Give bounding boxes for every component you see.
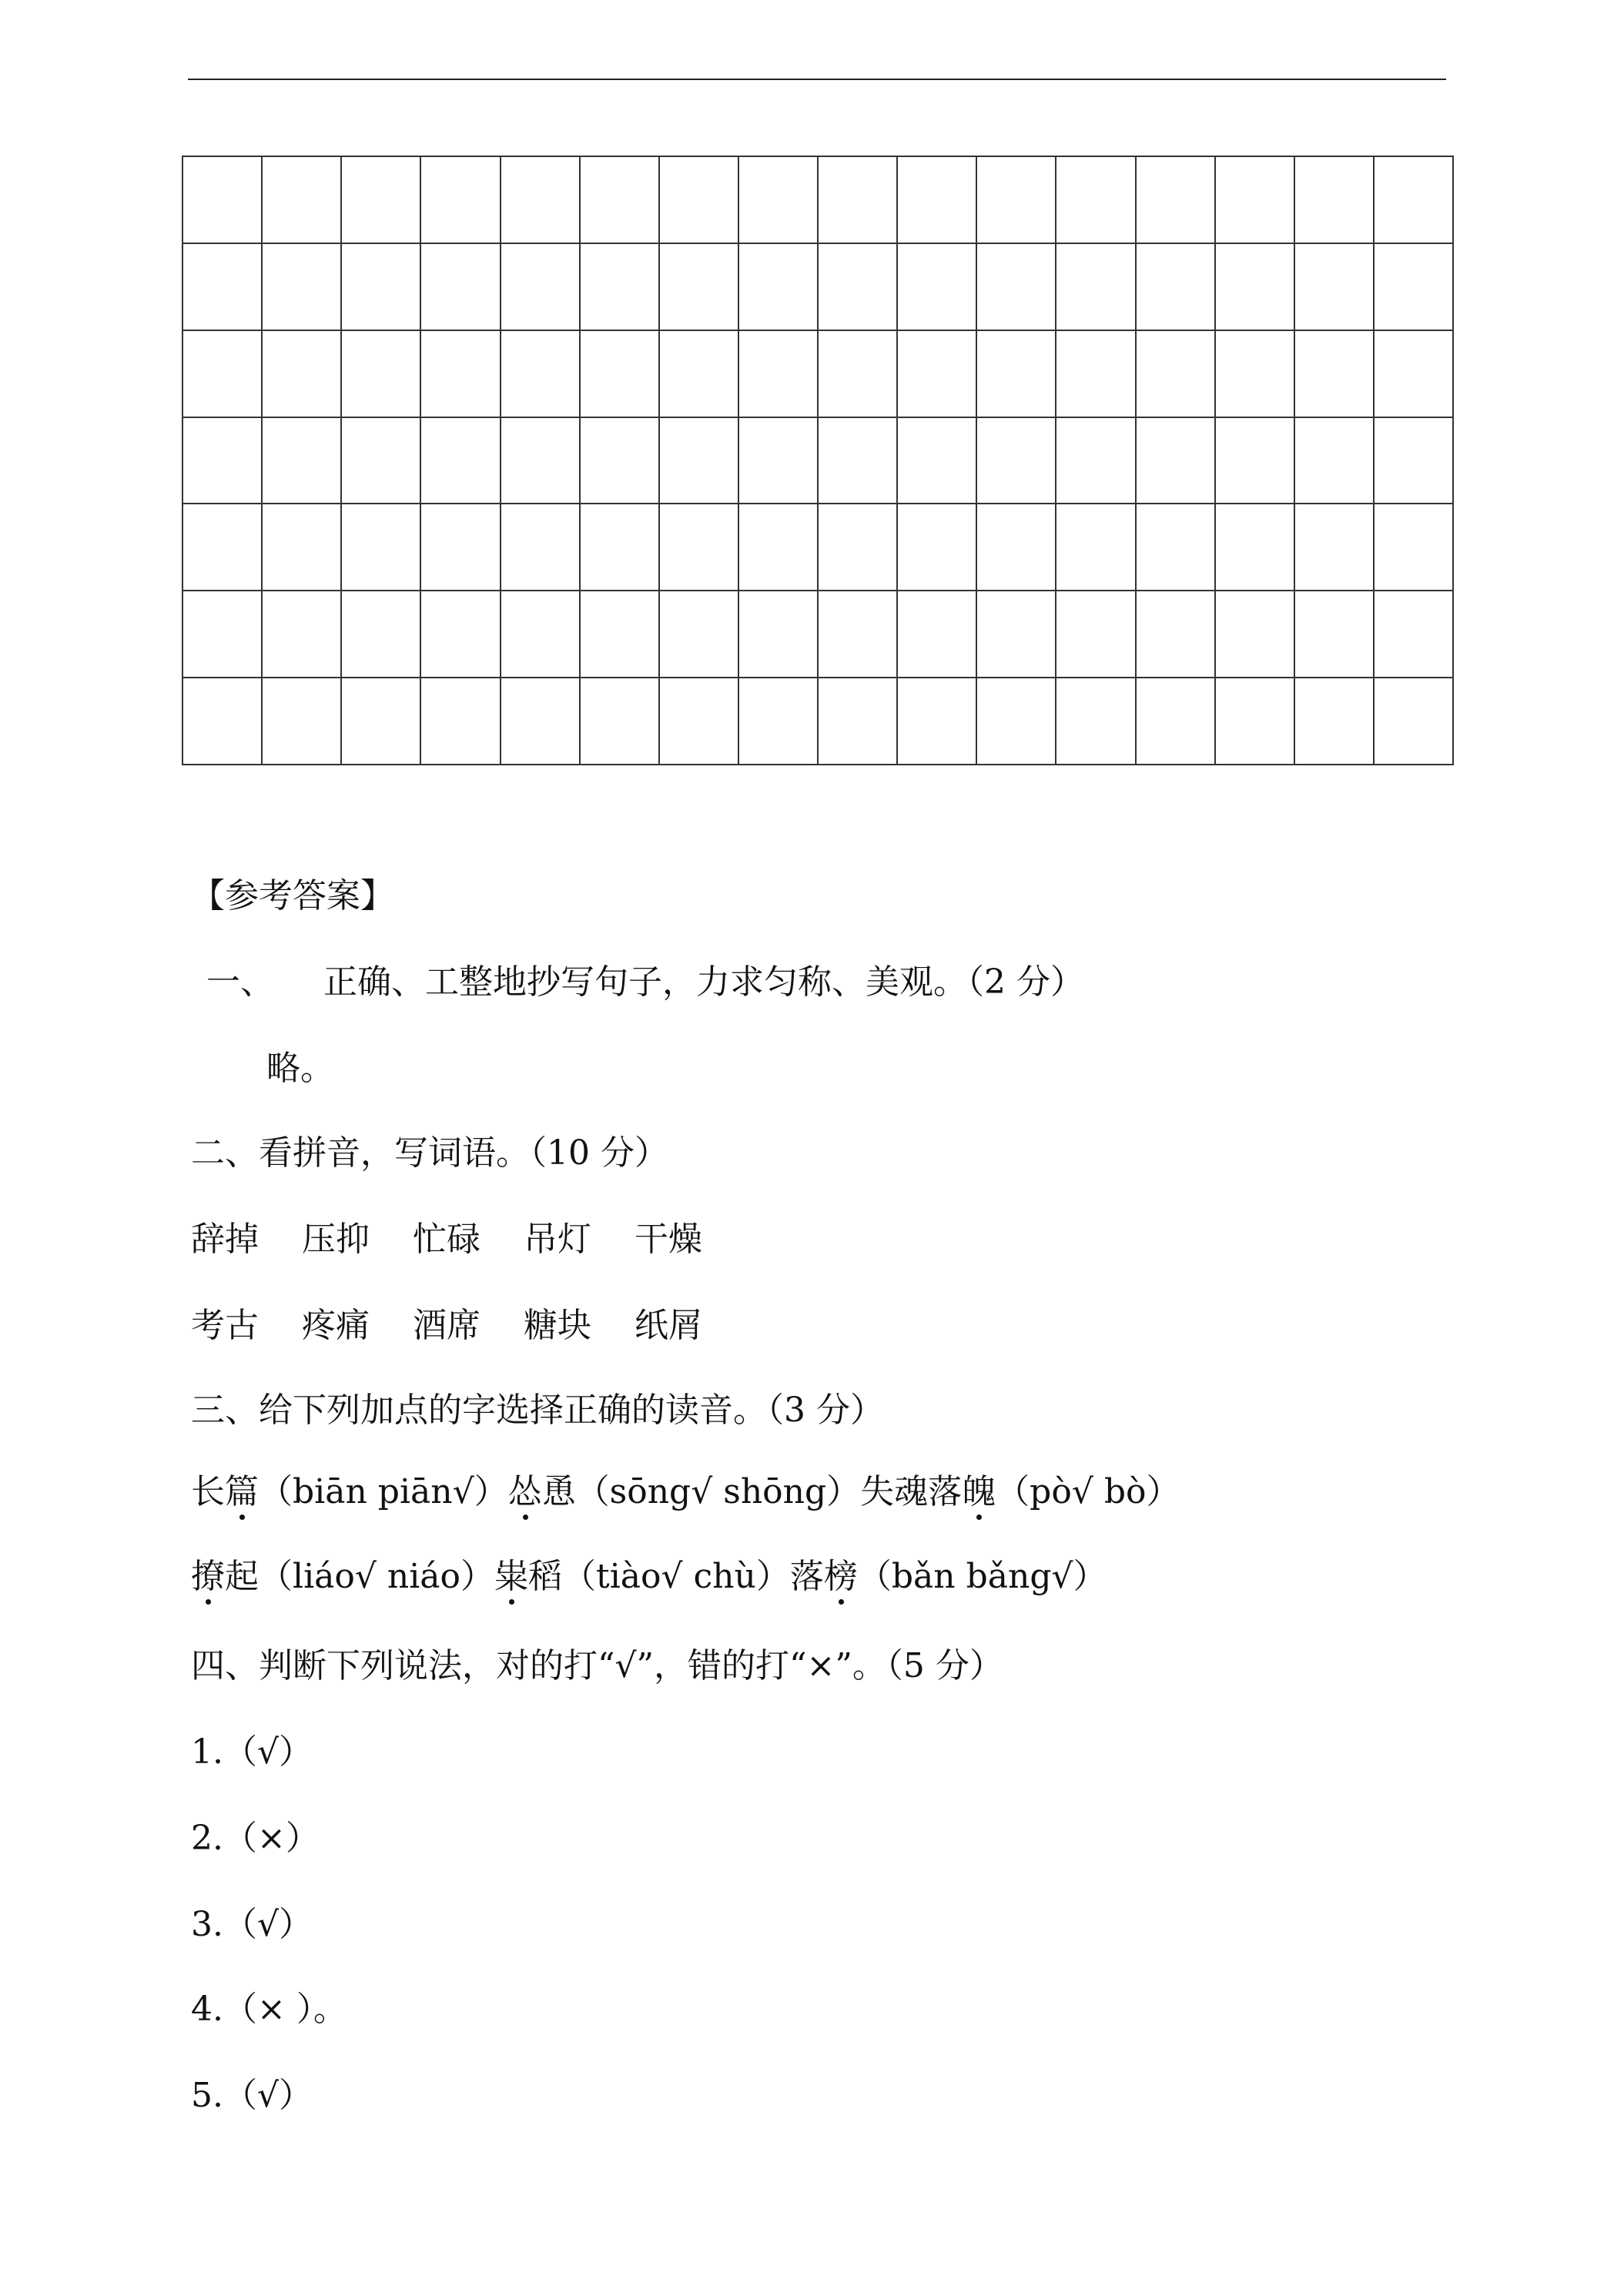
grid-cell <box>580 243 659 330</box>
grid-cell <box>897 678 976 765</box>
grid-cell <box>976 330 1056 417</box>
grid-cell <box>1294 504 1374 591</box>
grid-cell <box>659 156 738 243</box>
grid-cell <box>659 678 738 765</box>
section-2-title: 二、看拼音，写词语。（10 分） <box>191 1133 668 1173</box>
grid-cell <box>182 156 262 243</box>
grid-cell <box>182 417 262 504</box>
grid-cell <box>182 591 262 678</box>
grid-cell <box>1374 243 1453 330</box>
grid-cell <box>1374 330 1453 417</box>
grid-cell <box>501 417 580 504</box>
grid-cell <box>659 417 738 504</box>
grid-cell <box>420 417 500 504</box>
word: 干燥 <box>635 1220 702 1259</box>
grid-cell <box>1374 156 1453 243</box>
dotted-character: 怂 <box>508 1471 542 1514</box>
grid-row <box>182 678 1453 765</box>
grid-cell <box>420 243 500 330</box>
answer-heading: 【参考答案】 <box>191 876 394 915</box>
dotted-character: 榜 <box>824 1555 858 1598</box>
writing-grid <box>182 156 1454 765</box>
grid-cell <box>1215 156 1294 243</box>
grid-cell <box>1294 330 1374 417</box>
grid-cell <box>1374 417 1453 504</box>
judgement-answer-2: 2.（×） <box>191 1819 320 1858</box>
pinyin-item: 落榜（bǎn bǎng√） <box>790 1557 1107 1596</box>
grid-cell <box>341 678 420 765</box>
grid-cell <box>738 504 818 591</box>
grid-cell <box>262 678 341 765</box>
grid-cell <box>501 591 580 678</box>
word: 考古 <box>191 1306 259 1345</box>
word: 糖块 <box>524 1306 591 1345</box>
word: 疼痛 <box>302 1306 370 1345</box>
grid-cell <box>341 504 420 591</box>
grid-cell <box>501 678 580 765</box>
grid-cell <box>1374 591 1453 678</box>
grid-cell <box>420 678 500 765</box>
grid-cell <box>976 243 1056 330</box>
grid-cell <box>262 504 341 591</box>
grid-row <box>182 330 1453 417</box>
grid-cell <box>501 330 580 417</box>
grid-row <box>182 156 1453 243</box>
pinyin-item: 长篇（biān piān√） <box>191 1472 508 1511</box>
section-1-number: 一、 <box>206 962 274 1002</box>
grid-cell <box>341 417 420 504</box>
grid-cell <box>182 243 262 330</box>
judgement-answer-1: 1.（√） <box>191 1732 313 1772</box>
word: 辞掉 <box>191 1220 259 1259</box>
grid-cell <box>897 417 976 504</box>
grid-cell <box>1056 417 1135 504</box>
grid-cell <box>341 330 420 417</box>
grid-cell <box>1136 591 1215 678</box>
section-2-row-2 <box>191 1304 702 1347</box>
grid-row <box>182 417 1453 504</box>
grid-cell <box>182 504 262 591</box>
section-2-row-1 <box>191 1218 702 1261</box>
section-1-title <box>206 961 1084 1004</box>
grid-cell <box>1136 156 1215 243</box>
grid-cell <box>1136 417 1215 504</box>
grid-cell <box>580 330 659 417</box>
grid-cell <box>1056 678 1135 765</box>
grid-cell <box>976 678 1056 765</box>
grid-row <box>182 504 1453 591</box>
grid-cell <box>897 330 976 417</box>
grid-cell <box>341 156 420 243</box>
grid-cell <box>1136 504 1215 591</box>
grid-cell <box>976 591 1056 678</box>
grid-cell <box>976 156 1056 243</box>
dotted-character: 粜 <box>494 1555 528 1598</box>
grid-row <box>182 591 1453 678</box>
grid-cell <box>1056 330 1135 417</box>
grid-cell <box>659 330 738 417</box>
grid-cell <box>738 417 818 504</box>
word: 吊灯 <box>524 1220 591 1259</box>
grid-cell <box>659 504 738 591</box>
word: 压抑 <box>302 1220 370 1259</box>
word: 纸屑 <box>635 1306 702 1345</box>
grid-cell <box>420 330 500 417</box>
grid-row <box>182 243 1453 330</box>
grid-cell <box>738 156 818 243</box>
grid-cell <box>818 243 897 330</box>
grid-cell <box>738 243 818 330</box>
grid-cell <box>1294 243 1374 330</box>
grid-cell <box>501 504 580 591</box>
pinyin-item: 失魂落魄（pò√ bò） <box>860 1472 1180 1511</box>
grid-cell <box>897 156 976 243</box>
grid-cell <box>1056 591 1135 678</box>
grid-cell <box>1215 591 1294 678</box>
grid-cell <box>738 330 818 417</box>
grid-cell <box>420 591 500 678</box>
pinyin-item: 撩起（liáo√ niáo） <box>191 1557 494 1596</box>
section-3-title: 三、给下列加点的字选择正确的读音。（3 分） <box>191 1391 884 1430</box>
grid-cell <box>1374 504 1453 591</box>
grid-cell <box>1215 330 1294 417</box>
grid-cell <box>976 504 1056 591</box>
grid-cell <box>1294 417 1374 504</box>
grid-cell <box>897 504 976 591</box>
grid-cell <box>182 330 262 417</box>
section-3-row-2 <box>191 1555 1107 1598</box>
grid-cell <box>420 504 500 591</box>
grid-cell <box>738 591 818 678</box>
grid-cell <box>1215 243 1294 330</box>
judgement-answer-3: 3.（√） <box>191 1905 313 1944</box>
grid-cell <box>659 591 738 678</box>
grid-cell <box>1215 504 1294 591</box>
grid-cell <box>818 417 897 504</box>
grid-cell <box>501 243 580 330</box>
grid-cell <box>262 330 341 417</box>
grid-cell <box>1136 330 1215 417</box>
grid-cell <box>262 591 341 678</box>
grid-cell <box>420 156 500 243</box>
grid-cell <box>580 156 659 243</box>
grid-cell <box>580 591 659 678</box>
grid-cell <box>1056 243 1135 330</box>
header-rule <box>188 79 1446 80</box>
section-4-title: 四、判断下列说法，对的打“√”，错的打“×”。（5 分） <box>191 1646 1003 1685</box>
grid-cell <box>182 678 262 765</box>
section-1-answer: 略。 <box>266 1049 334 1088</box>
grid-cell <box>976 417 1056 504</box>
grid-cell <box>1136 678 1215 765</box>
grid-cell <box>897 591 976 678</box>
dotted-character: 魄 <box>962 1471 996 1514</box>
judgement-answer-5: 5.（√） <box>191 2076 313 2115</box>
grid-cell <box>580 678 659 765</box>
grid-cell <box>1056 504 1135 591</box>
grid-cell <box>262 156 341 243</box>
judgement-answer-4: 4.（× ）。 <box>191 1990 347 2029</box>
pinyin-item: 粜稻（tiào√ chù） <box>494 1557 790 1596</box>
grid-cell <box>738 678 818 765</box>
word: 忙碌 <box>413 1220 481 1259</box>
grid-cell <box>262 243 341 330</box>
grid-cell <box>1294 678 1374 765</box>
grid-cell <box>1056 156 1135 243</box>
grid-cell <box>818 330 897 417</box>
grid-cell <box>818 504 897 591</box>
grid-cell <box>897 243 976 330</box>
grid-cell <box>580 417 659 504</box>
grid-cell <box>341 243 420 330</box>
grid-cell <box>1215 678 1294 765</box>
grid-cell <box>580 504 659 591</box>
grid-cell <box>1294 591 1374 678</box>
grid-cell <box>818 156 897 243</box>
grid-cell <box>1294 156 1374 243</box>
dotted-character: 撩 <box>191 1555 225 1598</box>
pinyin-item: 怂恿（sōng√ shōng） <box>508 1472 861 1511</box>
grid-cell <box>341 591 420 678</box>
grid-cell <box>1215 417 1294 504</box>
section-1-text: 正确、工整地抄写句子，力求匀称、美观。（2 分） <box>323 962 1084 1002</box>
grid-cell <box>818 678 897 765</box>
grid-cell <box>1374 678 1453 765</box>
grid-cell <box>659 243 738 330</box>
section-3-row-1 <box>191 1471 1180 1514</box>
grid-cell <box>501 156 580 243</box>
grid-cell <box>1136 243 1215 330</box>
dotted-character: 篇 <box>225 1471 259 1514</box>
word: 酒席 <box>413 1306 481 1345</box>
grid-cell <box>262 417 341 504</box>
grid-cell <box>818 591 897 678</box>
